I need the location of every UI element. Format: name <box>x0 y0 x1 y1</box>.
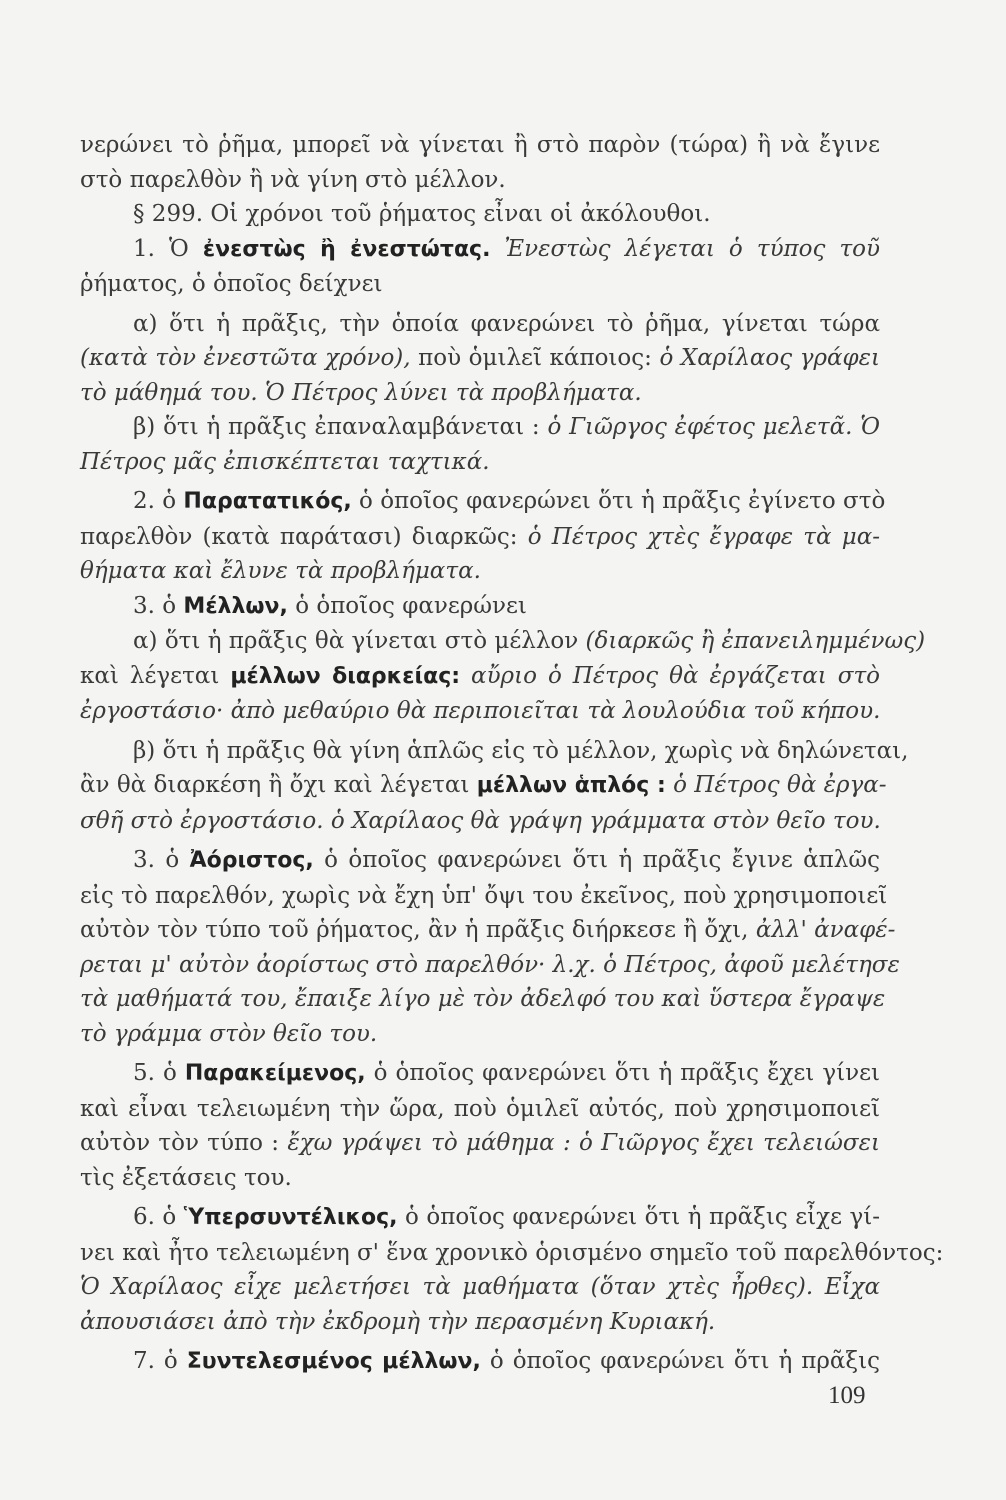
text-line: ῥήματος, ὁ ὁποῖος δείχνει <box>80 271 383 297</box>
text-line: 7. ὁ Συντελεσμένος μέλλων, ὁ ὁποῖος φανερώνει ὅτι ἡ πρᾶξις <box>133 1348 881 1374</box>
page-body <box>80 128 944 1380</box>
text-line: νει καὶ ἦτο τελειωμένη σ' ἕνα χρονικὸ ὁρισμένο σημεῖο τοῦ παρελθόντος: <box>80 1239 944 1266</box>
text-line: α) ὅτι ἡ πρᾶξις, τὴν ὁποία φανερώνει τὸ ῥῆμα, γίνεται τώρα <box>133 310 880 337</box>
term-aorist: Ἀόριστος, <box>189 848 314 873</box>
term-future-simple: μέλλων ἁπλός : <box>476 773 666 798</box>
text-line: 1. Ὁ ἐνεστὼς ἢ ἐνεστώτας. Ἐνεστὼς λέγεται ὁ τύπος τοῦ <box>133 235 881 262</box>
page-number: 109 <box>828 1382 866 1409</box>
text-line: εἰς τὸ παρελθόν, χωρὶς νὰ ἔχη ὑπ' ὄψι του ἐκεῖνος, ποὺ χρησιμοποιεῖ <box>80 882 888 909</box>
text-line: α) ὅτι ἡ πρᾶξις θὰ γίνεται στὸ μέλλον (διαρκῶς ἢ ἐπανειλημμένως) <box>133 628 926 654</box>
text-line: Πέτρος μᾶς ἐπισκέπτεται ταχτικά. <box>80 448 490 475</box>
text-line: σθῆ στὸ ἐργοστάσιο. ὁ Χαρίλαος θὰ γράψη γράμματα στὸν θεῖο του. <box>80 807 881 834</box>
term-perfect: Παρακείμενος, <box>184 1061 366 1086</box>
text-line: τὶς ἐξετάσεις του. <box>80 1164 292 1191</box>
text-line: ἀπουσιάσει ἀπὸ τὴν ἐκδρομὴ τὴν περασμένη Κυριακή. <box>80 1308 716 1335</box>
term-future-continuous: μέλλων διαρκείας: <box>230 663 461 689</box>
text-line: νερώνει τὸ ῥῆμα, μπορεῖ νὰ γίνεται ἢ στὸ παρὸν (τώρα) ἢ νὰ ἔγινε <box>80 132 880 158</box>
text-line: β) ὅτι ἡ πρᾶξις ἐπαναλαμβάνεται : ὁ Γιῶργος ἐφέτος μελετᾶ. Ὁ <box>133 414 880 440</box>
text-line: στὸ παρελθὸν ἢ νὰ γίνη στὸ μέλλον. <box>80 166 506 193</box>
text-line: ἂν θὰ διαρκέση ἢ ὄχι καὶ λέγεται μέλλων ἁπλός : ὁ Πέτρος θὰ ἐργα- <box>80 772 887 798</box>
text-line: τὰ μαθήματά του, ἔπαιξε λίγο μὲ τὸν ἀδελφό του καὶ ὕστερα ἔγραψε <box>80 986 886 1012</box>
text-line: 3. ὁ Μέλλων, ὁ ὁποῖος φανερώνει <box>133 592 527 619</box>
text-line: παρελθὸν (κατὰ παράτασι) διαρκῶς: ὁ Πέτρος χτὲς ἔγραφε τὰ μα- <box>80 523 881 550</box>
text-line: 5. ὁ Παρακείμενος, ὁ ὁποῖος φανερώνει ὅτι ἡ πρᾶξις ἔχει γίνει <box>133 1060 880 1086</box>
section-heading: § 299. Οἱ χρόνοι τοῦ ῥήματος εἶναι οἱ ἀκόλουθοι. <box>133 201 711 227</box>
text-line: Ὁ Χαρίλαος εἶχε μελετήσει τὰ μαθήματα (ὅταν χτὲς ἦρθες). Εἶχα <box>80 1274 880 1300</box>
term-future-perfect: Συντελεσμένος μέλλων, <box>186 1349 481 1374</box>
text-line: (κατὰ τὸν ἐνεστῶτα χρόνο), ποὺ ὁμιλεῖ κάποιος: ὁ Χαρίλαος γράφει <box>80 345 880 371</box>
text-line: αὐτὸν τὸν τύπο : ἔχω γράψει τὸ μάθημα : ὁ Γιῶργος ἔχει τελειώσει <box>80 1130 880 1156</box>
text-line: θήματα καὶ ἔλυνε τὰ προβλήματα. <box>80 558 481 584</box>
term-imperfect: Παρατατικός, <box>183 489 352 514</box>
term-future: Μέλλων, <box>183 593 288 619</box>
text-line: 2. ὁ Παρατατικός, ὁ ὁποῖος φανερώνει ὅτι ἡ πρᾶξις ἐγίνετο στὸ <box>133 488 886 514</box>
text-line: αὐτὸν τὸν τύπο τοῦ ῥήματος, ἂν ἡ πρᾶξις διήρκεσε ἢ ὄχι, ἀλλ' ἀναφέ- <box>80 917 896 943</box>
text-line: καὶ εἶναι τελειωμένη τὴν ὥρα, ποὺ ὁμιλεῖ αὐτός, ποὺ χρησιμοποιεῖ <box>80 1095 880 1122</box>
text-line: ρεται μ' αὐτὸν ἀορίστως στὸ παρελθόν· λ.χ. ὁ Πέτρος, ἀφοῦ μελέτησε <box>80 951 900 978</box>
text-line: τὸ γράμμα στὸν θεῖο του. <box>80 1020 378 1047</box>
text-line: 6. ὁ Ὑπερσυντέλικος, ὁ ὁποῖος φανερώνει ὅτι ἡ πρᾶξις εἶχε γί- <box>133 1204 881 1230</box>
text-line: τὸ μάθημά του. Ὁ Πέτρος λύνει τὰ προβλήματα. <box>80 379 642 406</box>
text-line: 3. ὁ Ἀόριστος, ὁ ὁποῖος φανερώνει ὅτι ἡ πρᾶξις ἔγινε ἁπλῶς <box>133 847 881 873</box>
term-pluperfect: Ὑπερσυντέλικος, <box>183 1205 398 1230</box>
text-line: καὶ λέγεται μέλλων διαρκείας: αὔριο ὁ Πέτρος θὰ ἐργάζεται στὸ <box>80 662 881 689</box>
term-present: ἐνεστὼς ἢ ἐνεστώτας. <box>202 236 491 262</box>
text-line: ἐργοστάσιο· ἀπὸ μεθαύριο θὰ περιποιεῖται τὰ λουλούδια τοῦ κήπου. <box>80 698 881 724</box>
text-line: β) ὅτι ἡ πρᾶξις θὰ γίνη ἁπλῶς εἰς τὸ μέλλον, χωρὶς νὰ δηλώνεται, <box>133 737 909 764</box>
